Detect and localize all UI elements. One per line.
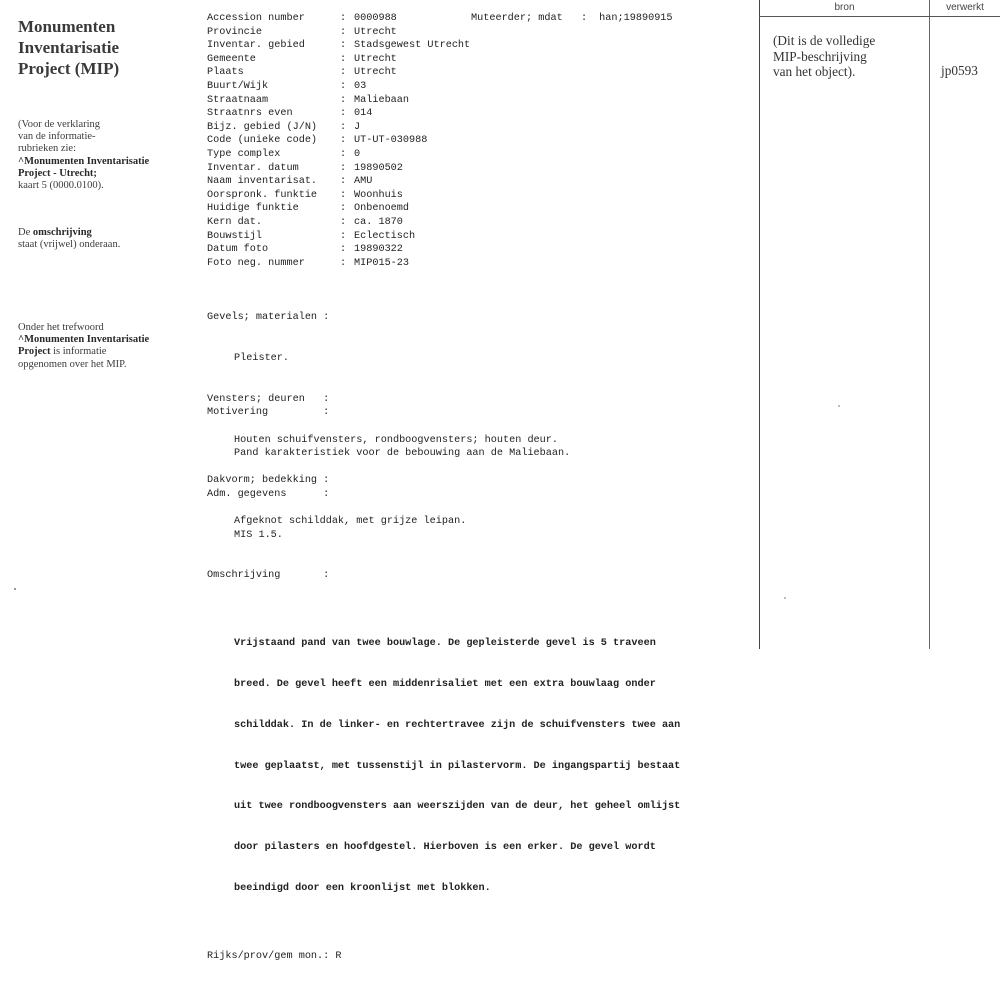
field-separator: : <box>340 53 347 65</box>
field-label: Datum foto <box>207 244 269 256</box>
field-row <box>207 66 752 80</box>
gevels-value: Pleister. <box>234 352 290 364</box>
field-value: 03 <box>354 80 367 92</box>
note-reference-link: Project - Utrecht; <box>18 167 97 179</box>
field-value: 014 <box>354 108 373 120</box>
note-line: staat (vrijwel) onderaan. <box>18 239 121 251</box>
sidebar-title-line: Project (MIP) <box>18 59 120 78</box>
field-separator: : <box>340 244 347 256</box>
field-separator: : <box>340 216 347 228</box>
gevels-label: Gevels; materialen : <box>207 312 330 324</box>
rijks-label: Rijks/prov/gem mon.: <box>207 950 330 962</box>
note-reference-link: ^Monumenten Inventarisatie <box>18 155 150 167</box>
field-value: Utrecht <box>354 53 397 65</box>
sidebar-title-line: Inventarisatie <box>18 38 120 57</box>
field-label: Kern dat. <box>207 216 263 228</box>
field-label: Bouwstijl <box>207 230 263 242</box>
note-keyword: ^Monumenten Inventarisatie <box>18 334 150 346</box>
field-label: Bijz. gebied (J/N) <box>207 121 318 133</box>
field-row <box>207 107 752 121</box>
field-row <box>207 53 752 67</box>
field-row <box>207 162 752 176</box>
field-value: Utrecht <box>354 26 397 38</box>
note-text: is informatie <box>50 346 107 358</box>
field-value: 19890502 <box>354 162 403 174</box>
bron-note-line: MIP-beschrijving <box>773 48 867 64</box>
field-value: AMU <box>354 176 373 188</box>
field-row <box>207 257 752 271</box>
field-label: Inventar. gebied <box>207 40 305 52</box>
field-row <box>207 121 752 135</box>
verwerkt-column-header: verwerkt <box>946 2 984 13</box>
rijks-row <box>207 950 680 964</box>
field-separator: : <box>340 135 347 147</box>
field-label: Straatnrs even <box>207 108 293 120</box>
vensters-value: Houten schuifvensters, rondboogvensters; houten deur. <box>234 434 559 446</box>
column-divider <box>929 0 930 649</box>
field-value: Eclectisch <box>354 230 416 242</box>
motivering-section <box>207 379 680 991</box>
mutator-field <box>471 12 673 26</box>
field-label: Code (unieke code) <box>207 135 318 147</box>
omschrijving-line: uit twee rondboogvensters aan weerszijden van de deur, het geheel omlijst <box>234 801 681 813</box>
field-label: Naam inventarisat. <box>207 176 318 188</box>
field-row <box>207 230 752 244</box>
mutator-value: han;19890915 <box>599 13 673 24</box>
motivering-label: Motivering : <box>207 407 330 419</box>
sidebar-title <box>18 16 188 79</box>
field-separator: : <box>340 257 347 269</box>
field-value: 19890322 <box>354 244 403 256</box>
bron-note-line: van het object). <box>773 64 856 80</box>
field-separator: : <box>340 203 347 215</box>
field-label: Buurt/Wijk <box>207 80 269 92</box>
field-row <box>207 134 752 148</box>
field-label: Foto neg. nummer <box>207 257 305 269</box>
field-separator: : <box>340 67 347 79</box>
field-separator: : <box>340 148 347 160</box>
rijks-value: R <box>335 950 342 962</box>
field-row <box>207 94 752 108</box>
field-label: Accession number <box>207 13 305 24</box>
omschrijving-line: twee geplaatst, met tussenstijl in pilastervorm. De ingangspartij bestaat <box>234 760 681 772</box>
field-label: Huidige funktie <box>207 203 299 215</box>
adm-value: MIS 1.5. <box>234 529 283 541</box>
field-separator: : <box>340 40 347 52</box>
note-line: kaart 5 (0000.0100). <box>18 180 104 192</box>
field-value: Maliebaan <box>354 94 410 106</box>
field-row <box>207 148 752 162</box>
field-value: 0000988 <box>354 13 397 24</box>
field-row <box>207 189 752 203</box>
field-value: MIP015-23 <box>354 257 410 269</box>
field-value: Onbenoemd <box>354 203 410 215</box>
field-label: Type complex <box>207 148 281 160</box>
field-row <box>207 202 752 216</box>
scan-speck <box>838 405 840 407</box>
bron-column-header: bron <box>834 2 855 13</box>
note-text: De <box>18 227 33 238</box>
motivering-value: Pand karakteristiek voor de bebouwing aan de Maliebaan. <box>234 447 571 459</box>
record-fields <box>207 12 752 270</box>
field-label: Oorspronk. funktie <box>207 189 318 201</box>
omschrijving-line: door pilasters en hoofdgestel. Hierboven is een erker. De gevel wordt <box>234 842 656 854</box>
field-separator: : <box>340 176 347 188</box>
field-value: ca. 1870 <box>354 216 403 228</box>
field-value: 0 <box>354 148 361 160</box>
field-separator: : <box>340 108 347 120</box>
description-note <box>18 227 188 251</box>
field-value: J <box>354 121 361 133</box>
note-line: opgenomen over het MIP. <box>18 358 127 370</box>
bron-note-line: (Dit is de volledige <box>773 33 876 48</box>
scan-speck <box>14 588 16 590</box>
field-separator: : <box>340 13 347 24</box>
adm-label: Adm. gegevens : <box>207 488 330 500</box>
field-label: Straatnaam <box>207 94 269 106</box>
omschrijving-line: schilddak. In de linker- en rechtertravee zijn de schuifvensters twee aan <box>234 719 681 731</box>
note-keyword: Project <box>18 346 51 358</box>
dakvorm-value: Afgeknot schilddak, met grijze leipan. <box>234 516 467 528</box>
field-row <box>207 243 752 257</box>
field-separator: : <box>340 189 347 201</box>
field-row <box>207 80 752 94</box>
header-rule <box>759 16 1000 17</box>
note-line <box>18 227 188 239</box>
field-separator: : <box>340 121 347 133</box>
field-separator: : <box>340 94 347 106</box>
field-value: Woonhuis <box>354 189 403 201</box>
field-row <box>207 216 752 230</box>
note-bold-term: omschrijving <box>32 227 92 238</box>
field-row <box>207 26 752 40</box>
field-row <box>207 175 752 189</box>
omschrijving-line: Vrijstaand pand van twee bouwlage. De gepleisterde gevel is 5 traveen <box>234 638 656 650</box>
dakvorm-label: Dakvorm; bedekking : <box>207 475 330 487</box>
sidebar-title-line: Monumenten <box>18 17 116 36</box>
mutator-label: Muteerder; mdat <box>471 13 563 24</box>
omschrijving-label: Omschrijving : <box>207 570 330 582</box>
vensters-label: Vensters; deuren : <box>207 393 330 405</box>
field-label: Inventar. datum <box>207 162 299 174</box>
field-row <box>207 39 752 53</box>
field-label: Provincie <box>207 26 263 38</box>
keyword-note <box>18 322 188 371</box>
verwerkt-value: jp0593 <box>941 63 978 78</box>
note-line <box>18 346 188 358</box>
field-label: Gemeente <box>207 53 256 65</box>
field-separator: : <box>340 162 347 174</box>
field-separator: : <box>340 80 347 92</box>
record-card <box>207 12 752 962</box>
note-line: rubrieken zie: <box>18 143 77 155</box>
bron-note <box>773 33 923 80</box>
field-label: Plaats <box>207 67 244 79</box>
note-line: Onder het trefwoord <box>18 322 104 333</box>
scan-speck <box>784 597 786 599</box>
field-value: Stadsgewest Utrecht <box>354 40 471 52</box>
reference-note <box>18 119 188 192</box>
field-separator: : <box>340 26 347 38</box>
note-line: van de informatie- <box>18 131 96 143</box>
field-value: Utrecht <box>354 67 397 79</box>
note-line: (Voor de verklaring <box>18 119 101 130</box>
column-divider <box>759 0 760 649</box>
omschrijving-line: beeindigd door een kroonlijst met blokken. <box>234 882 491 894</box>
omschrijving-line: breed. De gevel heeft een middenrisaliet met een extra bouwlaag onder <box>234 679 656 691</box>
field-separator: : <box>340 230 347 242</box>
omschrijving-text <box>207 610 680 923</box>
mutator-separator: : <box>581 13 588 24</box>
field-value: UT-UT-030988 <box>354 135 428 147</box>
